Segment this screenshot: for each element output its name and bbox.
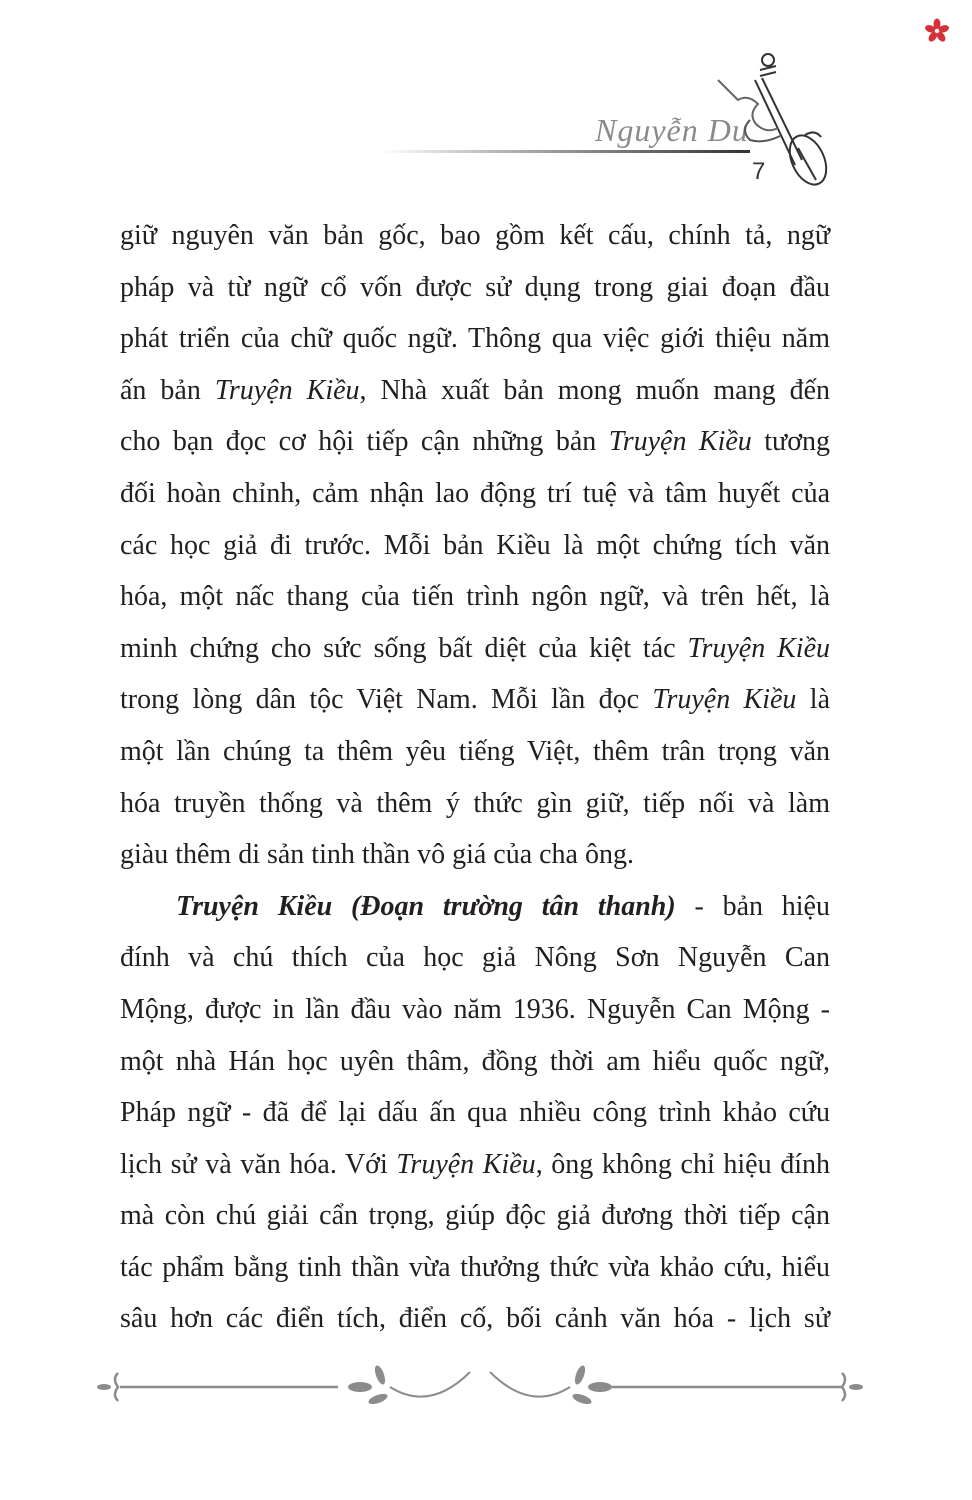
text-line xyxy=(120,524,830,576)
text-segment: hóa, một nấc thang của tiến trình ngôn ngữ, và trên hết, là xyxy=(120,581,830,613)
text-segment: đính và chú thích của học giả Nông Sơn Nguyễn Can xyxy=(120,942,830,974)
text-line xyxy=(120,1297,830,1349)
italic-title-text: Truyện Kiều xyxy=(608,426,752,458)
text-segment: một lần chúng ta thêm yêu tiếng Việt, thêm trân trọng văn xyxy=(120,735,830,767)
italic-title-text: Truyện Kiều xyxy=(687,632,830,664)
text-line xyxy=(120,369,830,421)
running-title: Nguyễn Du xyxy=(595,112,749,148)
text-segment: sâu hơn các điển tích, điển cố, bối cảnh văn hóa - lịch sử xyxy=(120,1303,830,1335)
text-segment: minh chứng cho sức sống bất diệt của kiệt tác xyxy=(120,632,688,664)
text-line xyxy=(120,885,830,937)
text-line xyxy=(120,988,830,1040)
text-line xyxy=(120,214,830,266)
flower-logo-icon xyxy=(924,18,950,44)
text-segment: trong lòng dân tộc Việt Nam. Mỗi lần đọc xyxy=(120,684,653,716)
text-segment: đối hoàn chỉnh, cảm nhận lao động trí tuệ và tâm huyết của xyxy=(120,477,830,509)
text-segment: - bản hiệu xyxy=(675,890,830,922)
text-line xyxy=(120,1143,830,1195)
text-segment: pháp và từ ngữ cổ vốn được sử dụng trong giai đoạn đầu xyxy=(120,271,830,303)
text-line xyxy=(120,317,830,369)
italic-title-text: Truyện Kiều xyxy=(396,1148,536,1180)
lute-illustration-icon xyxy=(700,40,840,190)
italic-title-text: Truyện Kiều xyxy=(652,684,797,716)
text-segment: Pháp ngữ - đã để lại dấu ấn qua nhiều công trình khảo cứu xyxy=(120,1097,830,1129)
text-segment: hóa truyền thống và thêm ý thức gìn giữ, tiếp nối và làm xyxy=(120,787,830,819)
text-line xyxy=(120,782,830,834)
italic-title-text: Truyện Kiều xyxy=(214,374,360,406)
text-segment: giàu thêm di sản tinh thần vô giá của cha ông. xyxy=(120,839,634,871)
text-line xyxy=(120,730,830,782)
header-rule xyxy=(380,150,750,153)
text-line xyxy=(120,472,830,524)
text-segment: một nhà Hán học uyên thâm, đồng thời am hiểu quốc ngữ, xyxy=(120,1045,830,1077)
text-line xyxy=(120,1040,830,1092)
text-segment: tác phẩm bằng tinh thần vừa thưởng thức vừa khảo cứu, hiểu xyxy=(120,1251,830,1283)
text-segment: ấn bản xyxy=(120,374,215,406)
decorative-divider-ornament xyxy=(90,1365,870,1405)
italic-title-text: Truyện Kiều (Đoạn trường tân thanh) xyxy=(176,890,676,922)
text-segment: giữ nguyên văn bản gốc, bao gồm kết cấu, chính tả, ngữ xyxy=(120,220,830,251)
text-segment: lịch sử và văn hóa. Với xyxy=(120,1148,397,1180)
text-segment: mà còn chú giải cẩn trọng, giúp độc giả đương thời tiếp cận xyxy=(120,1200,830,1232)
text-segment: phát triển của chữ quốc ngữ. Thông qua việc giới thiệu năm xyxy=(120,323,830,355)
text-segment: các học giả đi trước. Mỗi bản Kiều là một chứng tích văn xyxy=(120,529,830,561)
page-number: 7 xyxy=(752,158,766,185)
text-segment: cho bạn đọc cơ hội tiếp cận những bản xyxy=(120,426,609,458)
text-line xyxy=(120,678,830,730)
text-line xyxy=(120,1194,830,1246)
text-segment: , ông không chỉ hiệu đính xyxy=(535,1148,830,1180)
body-text xyxy=(120,214,830,1349)
text-line xyxy=(120,266,830,318)
text-line xyxy=(120,1246,830,1298)
text-segment: tương xyxy=(751,426,830,458)
text-line xyxy=(120,420,830,472)
text-line xyxy=(120,1091,830,1143)
text-segment: là xyxy=(796,684,830,716)
text-line xyxy=(120,833,830,885)
text-segment: Mộng, được in lần đầu vào năm 1936. Nguyễn Can Mộng - xyxy=(120,993,830,1025)
text-line xyxy=(120,936,830,988)
text-line xyxy=(120,627,830,679)
text-segment: , Nhà xuất bản mong muốn mang đến xyxy=(359,374,830,406)
text-line xyxy=(120,575,830,627)
